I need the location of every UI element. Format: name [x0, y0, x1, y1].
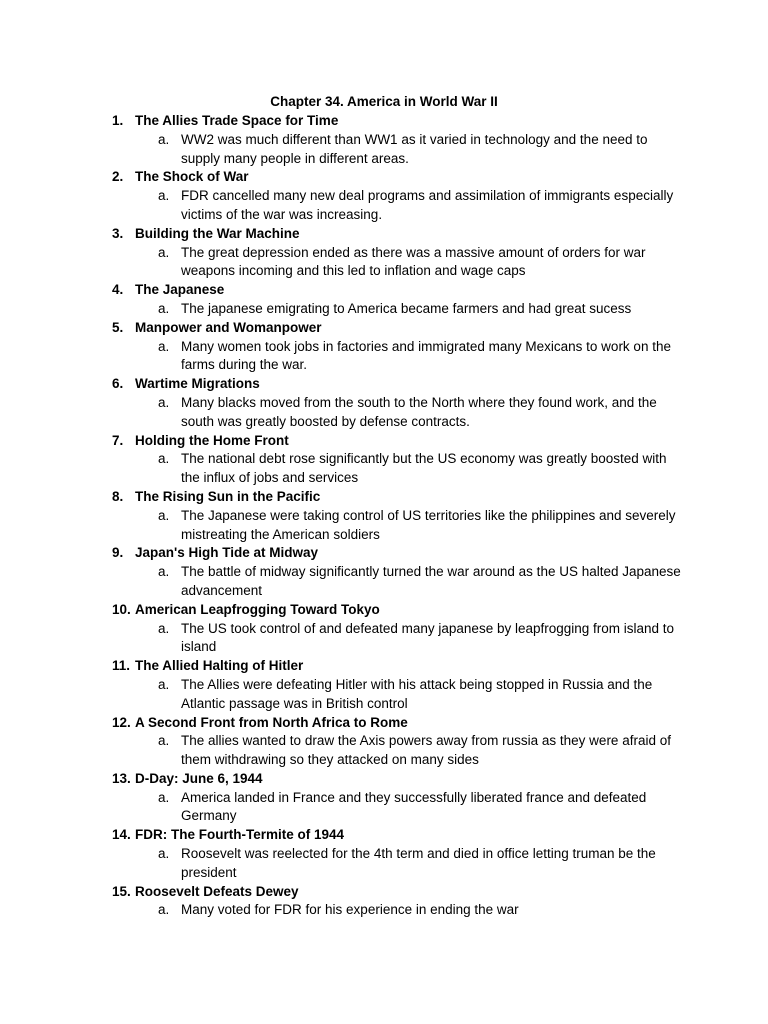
outline-section: [0, 601, 768, 657]
item-marker: a.: [158, 451, 170, 467]
section-number: 1.: [112, 113, 124, 128]
section-heading-text: Japan's High Tide at Midway: [135, 545, 319, 561]
item-text: WW2 was much different than WW1 as it varied in technology and the need to supply many people in different areas.: [181, 131, 648, 166]
section-item: [0, 507, 768, 545]
item-marker: a.: [158, 394, 170, 410]
section-heading-text: Roosevelt Defeats Dewey: [135, 883, 299, 899]
item-text: The battle of midway significantly turned the war around as the US halted Japanese advancement: [181, 564, 681, 598]
section-heading: [0, 319, 768, 338]
section-heading: [0, 544, 768, 563]
outline-section: [0, 488, 768, 544]
item-marker: a.: [158, 620, 170, 636]
outline-section: [0, 375, 768, 431]
section-heading: [0, 225, 768, 244]
section-heading-text: Building the War Machine: [135, 225, 300, 241]
item-text: Many blacks moved from the south to the North where they found work, and the south was greatly boosted by defense contracts.: [181, 394, 657, 429]
section-item: [0, 563, 768, 601]
section-number: 6.: [112, 376, 124, 392]
section-heading: [0, 112, 768, 131]
section-number: 5.: [112, 319, 124, 335]
item-text: The US took control of and defeated many japanese by leapfrogging from island to island: [181, 620, 675, 655]
section-heading-text: FDR: The Fourth-Termite of 1944: [135, 827, 345, 843]
section-number: 13.: [112, 770, 131, 786]
outline-section: [0, 770, 768, 826]
section-heading: [0, 432, 768, 451]
section-number: 7.: [112, 432, 124, 448]
outline-section: [0, 281, 768, 319]
section-heading: [0, 826, 768, 845]
section-item: [0, 244, 768, 282]
section-heading: [0, 770, 768, 789]
section-number: 2.: [112, 169, 124, 185]
item-text: The national debt rose significantly but the US economy was greatly boosted with the influx of jobs and services: [181, 451, 667, 486]
item-marker: a.: [158, 733, 170, 749]
section-heading-text: Holding the Home Front: [135, 432, 289, 448]
section-item: [0, 732, 768, 770]
section-heading: [0, 281, 768, 300]
outline-section: [0, 544, 768, 600]
section-heading: [0, 601, 768, 620]
section-heading: [0, 883, 768, 902]
section-number: 4.: [112, 282, 124, 298]
section-item: [0, 394, 768, 432]
section-heading-text: Manpower and Womanpower: [135, 319, 322, 335]
section-heading-text: The Rising Sun in the Pacific: [135, 488, 321, 504]
section-number: 15.: [112, 883, 131, 899]
section-number: 12.: [112, 714, 131, 730]
section-number: 3.: [112, 225, 124, 241]
outline-section: [0, 657, 768, 713]
item-marker: a.: [158, 676, 170, 692]
section-item: [0, 901, 768, 920]
section-number: 9.: [112, 545, 124, 561]
document-title: Chapter 34. America in World War II: [270, 94, 498, 109]
section-heading-text: A Second Front from North Africa to Rome: [135, 714, 408, 730]
item-marker: a.: [158, 131, 170, 147]
item-marker: a.: [158, 300, 170, 316]
section-item: [0, 450, 768, 488]
section-heading-text: The Allied Halting of Hitler: [135, 658, 304, 674]
section-number: 11.: [112, 658, 131, 674]
section-heading: [0, 375, 768, 394]
item-text: The Japanese were taking control of US territories like the philippines and severely mistreating the American soldiers: [181, 507, 676, 542]
section-number: 8.: [112, 488, 124, 504]
outline-section: [0, 826, 768, 882]
outline-section: [0, 225, 768, 281]
outline-section: [0, 714, 768, 770]
item-text: The allies wanted to draw the Axis powers away from russia as they were afraid of them withdrawing so they attacked on many sides: [181, 733, 671, 768]
item-marker: a.: [158, 846, 170, 862]
section-heading-text: D-Day: June 6, 1944: [135, 770, 263, 786]
section-heading-text: The Shock of War: [135, 169, 249, 185]
outline-section: [0, 883, 768, 921]
item-text: America landed in France and they successfully liberated france and defeated Germany: [181, 789, 647, 824]
item-marker: a.: [158, 188, 170, 204]
section-heading-text: Wartime Migrations: [135, 376, 260, 392]
item-text: Many voted for FDR for his experience in ending the war: [181, 902, 519, 918]
item-marker: a.: [158, 564, 170, 580]
item-text: Many women took jobs in factories and immigrated many Mexicans to work on the farms during the war.: [181, 338, 671, 373]
outline-section: [0, 432, 768, 488]
item-marker: a.: [158, 338, 170, 354]
section-item: [0, 300, 768, 319]
outline-section: [0, 112, 768, 168]
item-text: FDR cancelled many new deal programs and assimilation of immigrants especially victims of the war was increasing.: [181, 188, 674, 222]
section-heading: [0, 657, 768, 676]
section-item: [0, 789, 768, 827]
outline-section: [0, 168, 768, 224]
item-marker: a.: [158, 244, 170, 260]
section-heading-text: American Leapfrogging Toward Tokyo: [135, 601, 380, 617]
item-text: The japanese emigrating to America became farmers and had great sucess: [181, 300, 632, 316]
section-heading: [0, 488, 768, 507]
item-text: The Allies were defeating Hitler with his attack being stopped in Russia and the Atlantic passage was in British control: [181, 676, 653, 711]
section-heading: [0, 714, 768, 733]
section-item: [0, 676, 768, 714]
section-heading: [0, 168, 768, 187]
section-number: 10.: [112, 601, 131, 617]
item-marker: a.: [158, 789, 170, 805]
outline-section: [0, 319, 768, 375]
section-item: [0, 338, 768, 376]
section-item: [0, 187, 768, 225]
item-text: The great depression ended as there was a massive amount of orders for war weapons incoming and this led to inflation and wage caps: [181, 244, 646, 279]
section-number: 14.: [112, 827, 131, 843]
section-heading-text: The Japanese: [135, 282, 225, 298]
section-item: [0, 131, 768, 169]
section-item: [0, 620, 768, 658]
item-marker: a.: [158, 902, 170, 918]
item-text: Roosevelt was reelected for the 4th term and died in office letting truman be the president: [181, 846, 656, 880]
section-heading-text: The Allies Trade Space for Time: [135, 113, 339, 128]
item-marker: a.: [158, 507, 170, 523]
outline-list: [0, 112, 768, 920]
section-item: [0, 845, 768, 883]
